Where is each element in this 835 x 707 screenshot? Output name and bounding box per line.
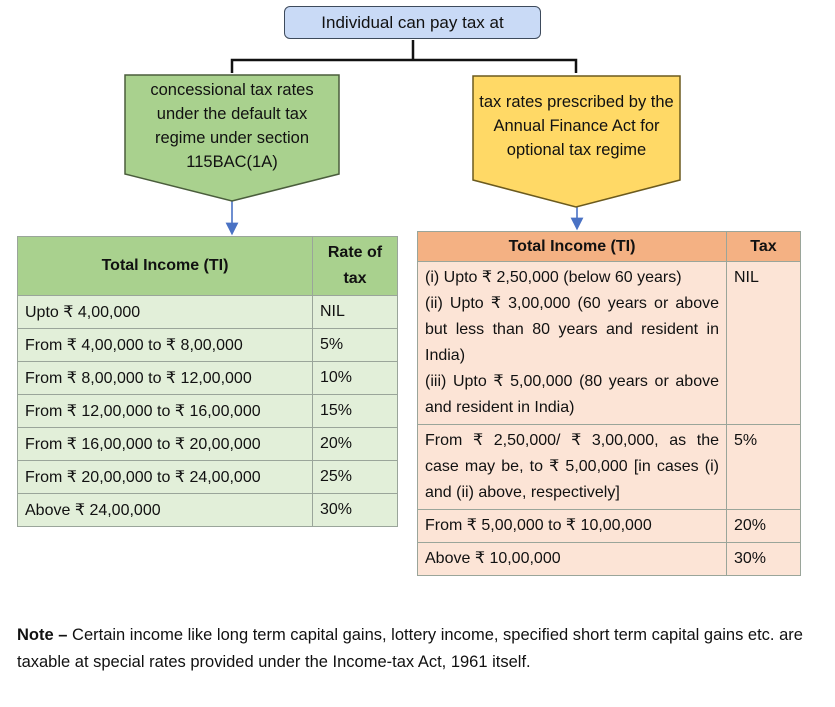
header-rate-of-tax: Rate of tax (313, 237, 398, 296)
income-cell: From ₹ 20,00,000 to ₹ 24,00,000 (18, 461, 313, 494)
tax-cell: 30% (727, 543, 801, 576)
income-cell: From ₹ 16,00,000 to ₹ 20,00,000 (18, 428, 313, 461)
left-branch-label: concessional tax rates under the default tax regime under section 115BAC(1A) (150, 81, 314, 171)
note-label: Note – (17, 626, 68, 644)
optional-regime-table (417, 231, 801, 576)
table-row (418, 262, 801, 425)
income-cell (418, 510, 727, 543)
top-box (284, 6, 541, 39)
left-branch-shape (124, 74, 340, 202)
rate-cell: 20% (313, 428, 398, 461)
income-cell (418, 425, 727, 510)
income-line: From ₹ 2,50,000/ ₹ 3,00,000, as the case may be, to ₹ 5,00,000 [in cases (i) and (ii) above, respectively] (425, 432, 719, 501)
income-cell: From ₹ 8,00,000 to ₹ 12,00,000 (18, 362, 313, 395)
rate-cell: 25% (313, 461, 398, 494)
note-text: Certain income like long term capital gains, lottery income, specified short term capital gains etc. are taxable at special rates provided under the Income-tax Act, 1961 itself. (17, 626, 803, 671)
tree-connector (232, 40, 576, 73)
income-cell (418, 543, 727, 576)
header-total-income: Total Income (TI) (418, 232, 727, 262)
rate-cell: 10% (313, 362, 398, 395)
table-row (18, 296, 398, 329)
tax-cell: 5% (727, 425, 801, 510)
table-row (418, 510, 801, 543)
table-header-row (18, 237, 398, 296)
tax-cell: 20% (727, 510, 801, 543)
default-regime-table (17, 236, 398, 527)
income-line: (iii) Upto ₹ 5,00,000 (80 years or above and resident in India) (425, 373, 719, 416)
income-cell (418, 262, 727, 425)
rate-cell: NIL (313, 296, 398, 329)
rate-cell: 30% (313, 494, 398, 527)
income-cell: Upto ₹ 4,00,000 (18, 296, 313, 329)
table-row (18, 362, 398, 395)
header-total-income: Total Income (TI) (18, 237, 313, 296)
income-line: Above ₹ 10,00,000 (425, 550, 561, 567)
tax-cell: NIL (727, 262, 801, 425)
footnote (17, 622, 817, 676)
income-cell: From ₹ 12,00,000 to ₹ 16,00,000 (18, 395, 313, 428)
right-branch-label: tax rates prescribed by the Annual Finance Act for optional tax regime (479, 93, 674, 159)
right-branch-shape (472, 75, 681, 208)
table-row (18, 461, 398, 494)
header-tax: Tax (727, 232, 801, 262)
income-line: (ii) Upto ₹ 3,00,000 (60 years or above but less than 80 years and resident in India) (425, 295, 719, 364)
table-row (18, 329, 398, 362)
income-cell: From ₹ 4,00,000 to ₹ 8,00,000 (18, 329, 313, 362)
income-cell: Above ₹ 24,00,000 (18, 494, 313, 527)
table-row (418, 425, 801, 510)
table-row (18, 395, 398, 428)
table-row (418, 543, 801, 576)
table-header-row (418, 232, 801, 262)
income-line: (i) Upto ₹ 2,50,000 (below 60 years) (425, 269, 682, 286)
income-line: From ₹ 5,00,000 to ₹ 10,00,000 (425, 517, 652, 534)
rate-cell: 5% (313, 329, 398, 362)
table-row (18, 494, 398, 527)
top-box-label: Individual can pay tax at (321, 12, 504, 32)
table-row (18, 428, 398, 461)
rate-cell: 15% (313, 395, 398, 428)
